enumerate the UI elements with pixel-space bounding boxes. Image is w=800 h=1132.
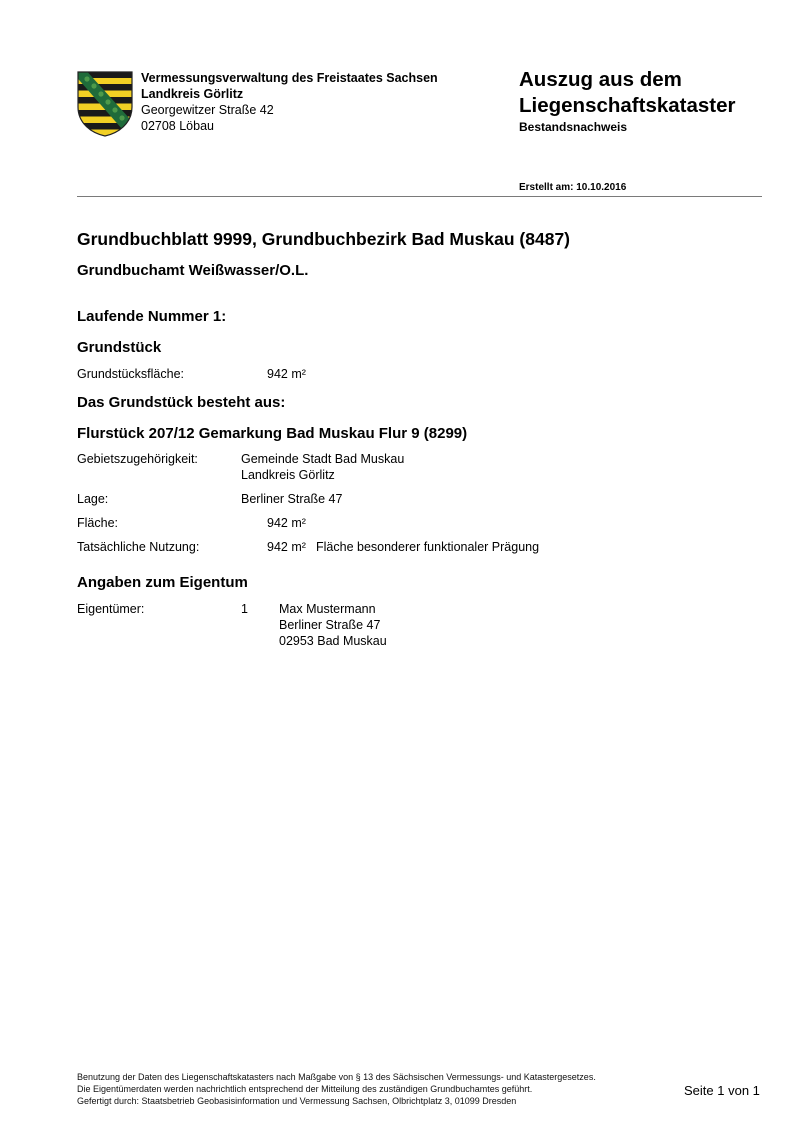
consists-of-heading: Das Grundstück besteht aus: xyxy=(77,394,286,411)
header-divider xyxy=(77,196,762,197)
owner-street: Berliner Straße 47 xyxy=(279,618,381,632)
owner-number: 1 xyxy=(241,602,248,616)
owner-city: 02953 Bad Muskau xyxy=(279,634,387,648)
region-municipality: Gemeinde Stadt Bad Muskau xyxy=(241,452,405,466)
owner-details xyxy=(279,601,387,649)
area-label: Fläche: xyxy=(77,516,118,530)
document-title-line1: Auszug aus dem xyxy=(519,68,682,91)
saxony-coat-of-arms-icon xyxy=(77,71,133,137)
parcel-heading: Flurstück 207/12 Gemarkung Bad Muskau Flur 9 (8299) xyxy=(77,425,468,442)
document-title-line2: Liegenschaftskataster xyxy=(519,94,736,117)
document-subtitle: Bestandsnachweis xyxy=(519,120,628,134)
property-area-label: Grundstücksfläche: xyxy=(77,367,184,381)
region-label: Gebietszugehörigkeit: xyxy=(77,452,198,466)
footer-legal-note: Benutzung der Daten des Liegenschaftskatasters nach Maßgabe von § 13 des Sächsischen Vermessungs- und Katastergesetzes. xyxy=(77,1072,596,1082)
page-number: Seite 1 von 1 xyxy=(684,1083,760,1098)
location-value: Berliner Straße 47 xyxy=(241,492,343,506)
authority-city: 02708 Löbau xyxy=(141,119,214,133)
property-heading: Grundstück xyxy=(77,339,162,356)
ownership-heading: Angaben zum Eigentum xyxy=(77,574,248,591)
footer-owner-note: Die Eigentümerdaten werden nachrichtlich entsprechend der Mitteilung des zuständigen Grundbuchamtes geführt. xyxy=(77,1084,533,1094)
owner-label: Eigentümer: xyxy=(77,602,145,616)
document-title xyxy=(519,67,735,119)
authority-district: Landkreis Görlitz xyxy=(141,87,244,101)
created-date: Erstellt am: 10.10.2016 xyxy=(519,182,627,193)
footer-notes xyxy=(77,1071,596,1107)
authority-street: Georgewitzer Straße 42 xyxy=(141,103,274,117)
actual-use-area: 942 m² xyxy=(267,540,306,554)
area-value: 942 m² xyxy=(267,516,306,530)
actual-use-value: Fläche besonderer funktionaler Prägung xyxy=(316,540,540,554)
authority-block xyxy=(141,70,438,134)
actual-use-label: Tatsächliche Nutzung: xyxy=(77,540,200,554)
region-value xyxy=(241,451,404,483)
footer-producer-note: Gefertigt durch: Staatsbetrieb Geobasisinformation und Vermessung Sachsen, Olbrichtplatz 3, 01099 Dresden xyxy=(77,1096,517,1106)
authority-name: Vermessungsverwaltung des Freistaates Sachsen xyxy=(141,71,438,85)
location-label: Lage: xyxy=(77,492,109,506)
land-registry-office: Grundbuchamt Weißwasser/O.L. xyxy=(77,262,309,279)
property-area-value: 942 m² xyxy=(267,367,306,381)
owner-name: Max Mustermann xyxy=(279,602,376,616)
region-district: Landkreis Görlitz xyxy=(241,468,335,482)
page-heading: Grundbuchblatt 9999, Grundbuchbezirk Bad Muskau (8487) xyxy=(77,229,571,249)
running-number-heading: Laufende Nummer 1: xyxy=(77,308,227,325)
